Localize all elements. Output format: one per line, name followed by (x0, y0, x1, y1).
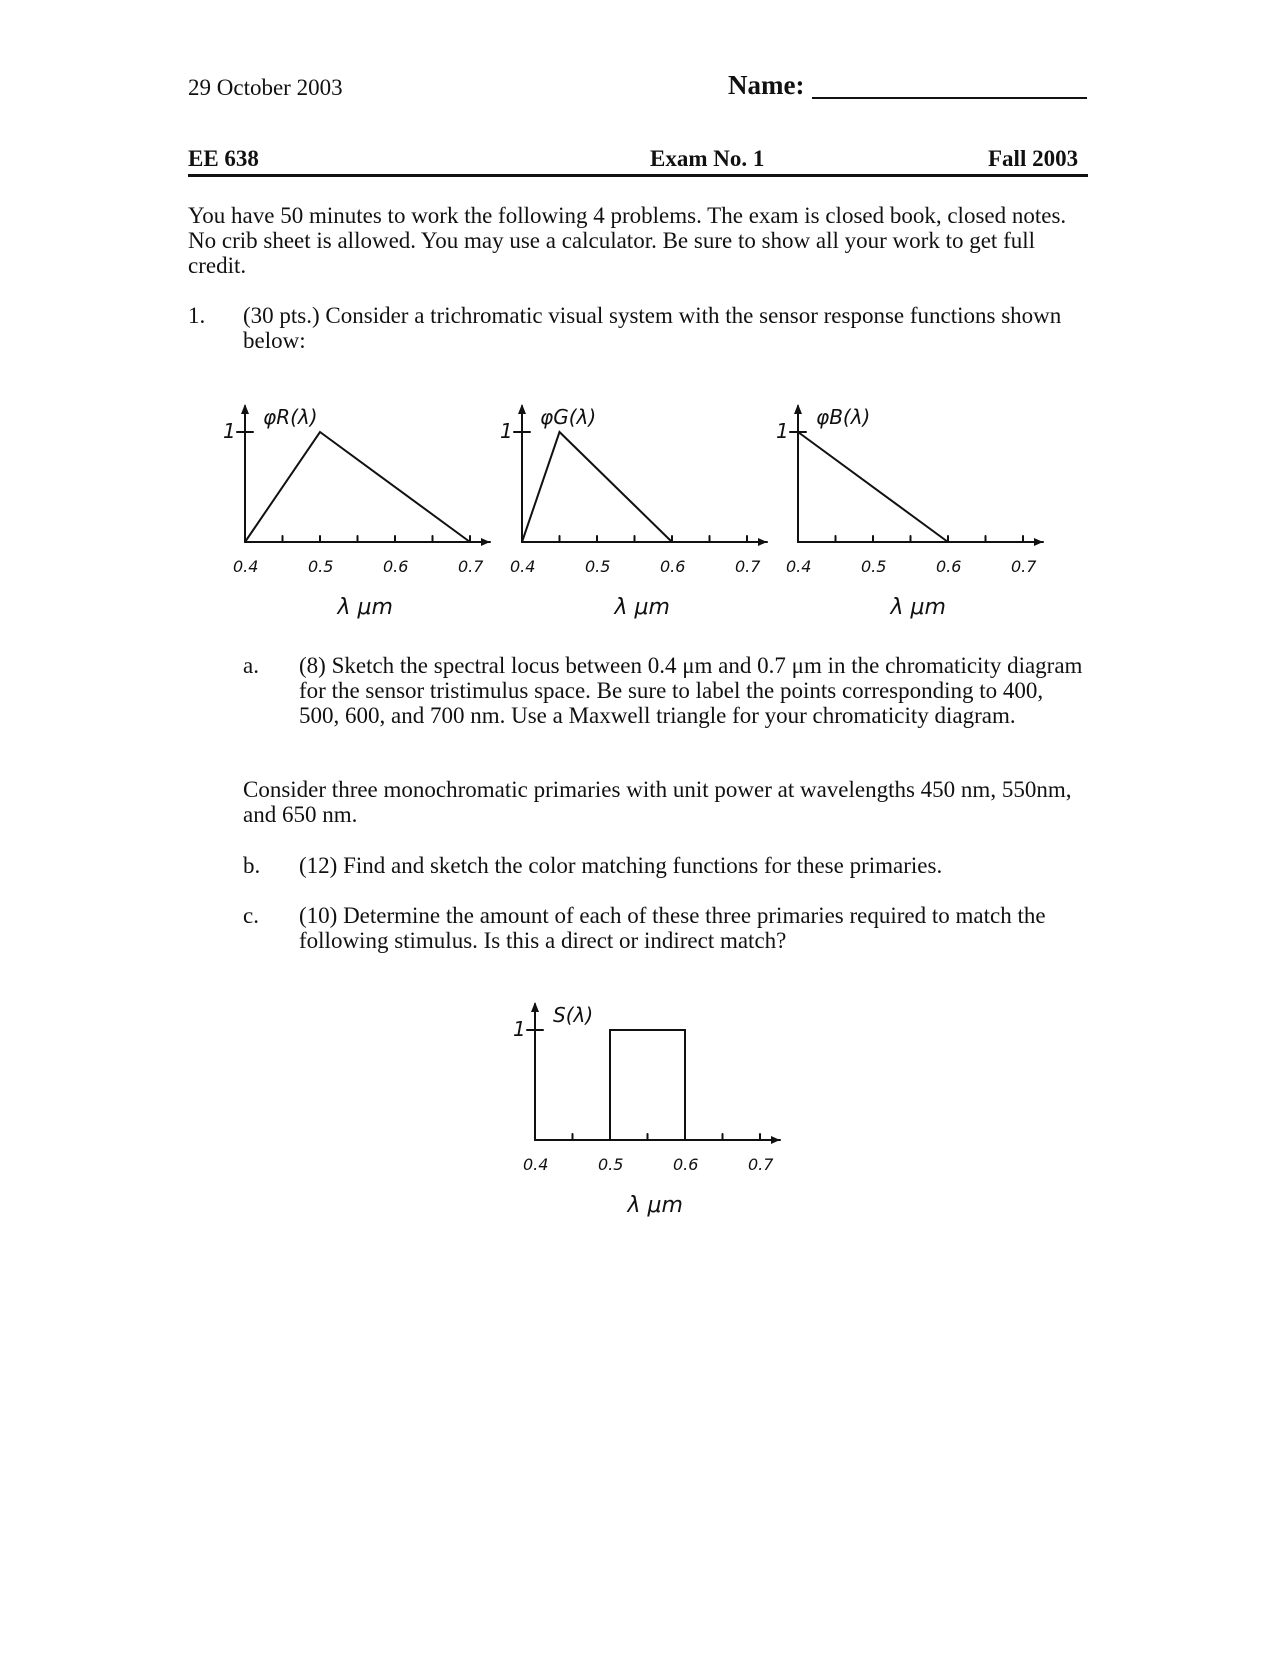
consider-text: Consider three monochromatic primaries with unit power at wavelengths 450 nm, 550nm, and 650 nm. (243, 777, 1072, 827)
chart-phi-g (492, 392, 777, 622)
chart-title: φG(λ) (540, 405, 597, 429)
question-text: (30 pts.) Consider a trichromatic visual system with the sensor response functions shown below: (243, 303, 1062, 353)
y-axis-arrow (531, 1002, 539, 1012)
x-axis-arrow (771, 1136, 780, 1144)
y-tick-label: 1 (500, 419, 513, 443)
y-tick-label: 1 (776, 419, 789, 443)
name-blank-line[interactable] (812, 97, 1087, 99)
x-tick-label: 0.5 (585, 557, 611, 576)
x-tick-label: 0.6 (936, 557, 962, 576)
exam-term: Fall 2003 (988, 146, 1079, 171)
x-tick-label: 0.6 (673, 1155, 699, 1174)
x-tick-label: 0.7 (748, 1155, 774, 1174)
part-b-letter: b. (243, 853, 261, 878)
x-axis-arrow (1034, 538, 1043, 546)
y-axis-arrow (794, 404, 802, 414)
x-tick-label: 0.5 (308, 557, 334, 576)
x-axis-label: λ μm (890, 595, 946, 620)
chart-phi-r (215, 392, 495, 622)
exam-title: Exam No. 1 (650, 146, 765, 171)
course-code: EE 638 (188, 146, 259, 171)
chart-title: S(λ) (553, 1003, 594, 1027)
x-tick-label: 0.5 (861, 557, 887, 576)
x-tick-label: 0.4 (510, 557, 536, 576)
x-tick-label: 0.4 (786, 557, 812, 576)
x-axis-arrow (481, 538, 490, 546)
x-tick-label: 0.6 (383, 557, 409, 576)
name-label: Name: (728, 70, 805, 100)
x-tick-label: 0.7 (1011, 557, 1037, 576)
x-tick-label: 0.4 (523, 1155, 549, 1174)
part-b-text: (12) Find and sketch the color matching functions for these primaries. (299, 853, 943, 878)
instructions: You have 50 minutes to work the following 4 problems. The exam is closed book, closed notes. No crib sheet is allowed. You may use a calculator. Be sure to show all your work to get full credit. (188, 203, 1067, 278)
chart-title: φR(λ) (263, 405, 318, 429)
part-c-letter: c. (243, 903, 259, 928)
part-a-text: (8) Sketch the spectral locus between 0.4 μm and 0.7 μm in the chromaticity diagram for the sensor tristimulus space. Be sure to label the points corresponding to 400, 500, 600, and 700 nm. Use a Maxwell triangle for your chromaticity diagram. (299, 653, 1083, 728)
header-rule (188, 174, 1088, 177)
exam-date: 29 October 2003 (188, 75, 343, 100)
y-axis-arrow (518, 404, 526, 414)
x-axis-label: λ μm (614, 595, 670, 620)
x-axis-label: λ μm (627, 1193, 683, 1218)
x-tick-label: 0.5 (598, 1155, 624, 1174)
x-tick-label: 0.4 (233, 557, 259, 576)
x-tick-label: 0.6 (660, 557, 686, 576)
x-axis-label: λ μm (337, 595, 393, 620)
y-tick-label: 1 (513, 1017, 526, 1041)
part-c-text: (10) Determine the amount of each of these three primaries required to match the following stimulus. Is this a direct or indirect match? (299, 903, 1046, 953)
chart-stimulus (495, 990, 795, 1220)
x-tick-label: 0.7 (458, 557, 484, 576)
data-curve (798, 432, 948, 542)
y-axis-arrow (241, 404, 249, 414)
question-number: 1. (188, 303, 206, 328)
chart-phi-b (762, 392, 1062, 622)
data-curve (245, 432, 470, 542)
data-curve (522, 432, 672, 542)
data-curve (610, 1030, 685, 1140)
chart-title: φB(λ) (816, 405, 871, 429)
y-tick-label: 1 (223, 419, 236, 443)
part-a-letter: a. (243, 653, 259, 678)
x-tick-label: 0.7 (735, 557, 761, 576)
